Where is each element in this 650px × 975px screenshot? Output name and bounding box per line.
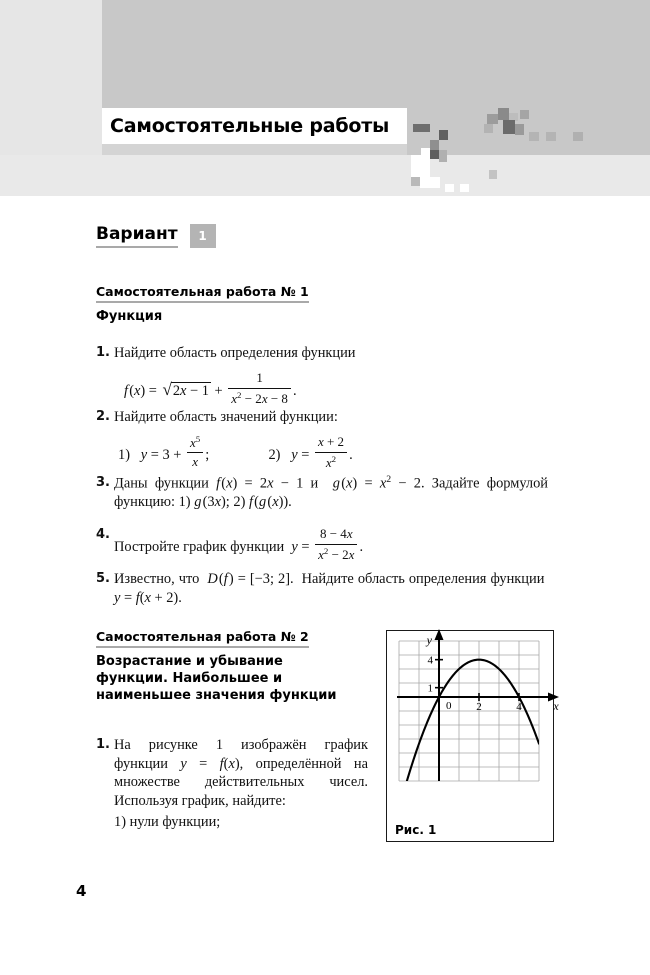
mosaic-pixel — [460, 184, 469, 192]
mosaic-pixel — [498, 108, 509, 120]
problem-4 — [96, 526, 548, 564]
page-title: Самостоятельные работы — [110, 115, 390, 137]
problem-4-number: 4. — [96, 527, 110, 542]
section-heading-1 — [96, 281, 396, 325]
figure-caption: Рис. 1 — [395, 823, 437, 837]
problem-2-number: 2. — [96, 409, 110, 424]
header-left-band — [0, 0, 102, 155]
variant-heading — [96, 224, 216, 248]
page-content — [0, 196, 650, 975]
page-header — [0, 0, 650, 196]
graph-label: y — [426, 633, 432, 647]
mosaic-pixel — [439, 130, 448, 140]
problem-1 — [96, 344, 516, 413]
mosaic-pixel — [445, 184, 454, 192]
problem-s2-1-item-1: 1) нули функции; — [114, 813, 221, 830]
graph-label: 1 — [427, 682, 433, 695]
figure-box — [386, 630, 559, 842]
problem-1-number: 1. — [96, 345, 110, 360]
header-bottom-band — [0, 155, 650, 196]
section-number-1: Самостоятельная работа № 1 — [96, 284, 309, 303]
problem-1-formula: f (x) = √2x − 1 + $\frac{1}{x^2 - 2x - 8}$ . — [124, 369, 297, 406]
problem-2-part2-label: 2) — [268, 446, 281, 463]
mosaic-pixel — [439, 150, 447, 162]
mosaic-pixel — [503, 120, 515, 134]
problem-1-text: Найдите область определения функции — [114, 345, 356, 361]
problem-2-formulas: 1) y = 3 + $\frac{x^5}{x}$ ; 2) y = $\frac{x + 2}{x^2}$ . — [118, 433, 353, 470]
problem-2-text: Найдите область значений функции: — [114, 409, 338, 425]
mosaic-pixel — [529, 132, 539, 141]
problem-2 — [96, 408, 516, 477]
section-heading-2 — [96, 626, 358, 704]
section-title-1: Функция — [96, 309, 163, 324]
section-title-2: Возрастание и убывание функции. Наибольшее и наименьшее значения функции — [96, 654, 337, 704]
header-title-bar — [102, 108, 407, 144]
mosaic-pixel — [546, 132, 556, 141]
mosaic-pixel — [430, 140, 439, 150]
mosaic-pixel — [515, 124, 524, 135]
mosaic-pixel — [520, 110, 529, 119]
problem-s2-1-number: 1. — [96, 737, 110, 752]
mosaic-pixel — [489, 170, 497, 179]
function-graph — [387, 631, 559, 799]
problem-s2-1-text: На рисунке 1 изображён график функции y = f(x), определённой на множестве действительных чисел. Используя график, найдите: — [114, 737, 368, 810]
problem-5-text: Известно, что D (f ) = [−3; 2]. Найдите область определения функции y = f(x + 2). — [114, 571, 548, 606]
page-number: 4 — [76, 882, 87, 900]
problem-s2-1 — [96, 736, 368, 832]
problem-3-number: 3. — [96, 475, 110, 490]
variant-number-badge: 1 — [190, 224, 216, 248]
problem-2-part1-label: 1) — [118, 446, 130, 463]
section-number-2: Самостоятельная работа № 2 — [96, 629, 309, 648]
header-title-shadow — [102, 144, 407, 155]
problem-3 — [96, 474, 548, 512]
problem-5 — [96, 570, 548, 607]
problem-5-number: 5. — [96, 571, 110, 586]
graph-label: 0 — [446, 700, 452, 712]
mosaic-pixel — [413, 124, 430, 132]
mosaic-pixel — [573, 132, 583, 141]
mosaic-pixel — [430, 150, 439, 159]
mosaic-pixel — [411, 177, 420, 186]
graph-label: 4 — [427, 654, 433, 667]
mosaic-pixel — [487, 114, 498, 124]
mosaic-pixel — [484, 124, 493, 133]
graph-label: 4 — [516, 701, 522, 713]
problem-4-text: Постройте график функции y = $\frac{8 - 4x}{x^2 - 2x}$ . — [114, 526, 364, 562]
graph-label: x — [553, 699, 559, 713]
problem-3-text: Даны функции f (x) = 2x − 1 и g $(x) = x^2 - 2$. Задайте формулой функцию: 1) g (3x); 2) f (g (x)). — [114, 474, 548, 511]
graph-label: 2 — [476, 701, 482, 713]
variant-label: Вариант — [96, 224, 178, 248]
mosaic-pixel — [420, 177, 440, 188]
mosaic-pixel — [411, 155, 430, 177]
